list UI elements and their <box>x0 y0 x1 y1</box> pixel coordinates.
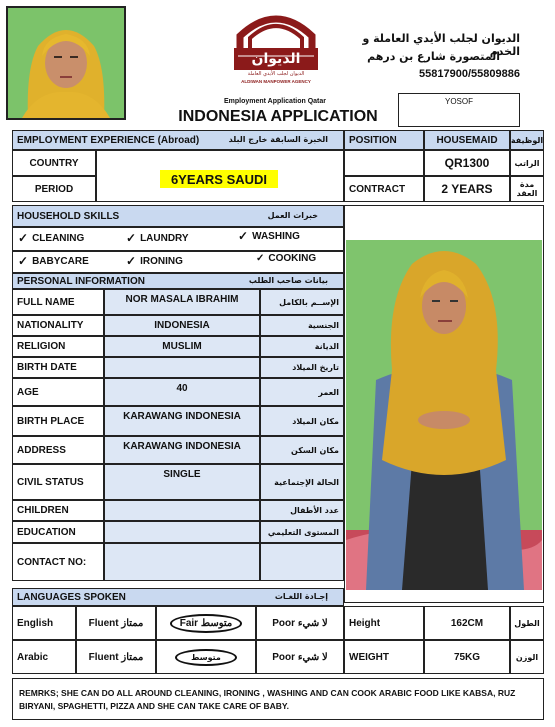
personal-row-ar: الجنسية <box>307 321 339 330</box>
check-icon: ✓ <box>126 254 137 268</box>
personal-row-ar: الديانة <box>314 342 339 351</box>
skill-cooking <box>256 253 316 264</box>
contract-label-ar: مدة العقد <box>516 180 538 198</box>
personal-row-ar-cell <box>260 289 344 315</box>
country-label: COUNTRY <box>29 157 79 169</box>
personal-row-ar-cell <box>260 521 344 543</box>
period-label-cell <box>12 176 96 202</box>
height-label-cell <box>344 606 424 640</box>
salary-left-cell <box>344 150 424 176</box>
experience-value: 6YEARS SAUDI <box>160 170 278 188</box>
contract-value: 2 YEARS <box>441 182 493 196</box>
personal-row-label-cell <box>12 289 104 315</box>
personal-row-label: CONTACT NO: <box>17 556 87 568</box>
skill-label: CLEANING <box>32 232 85 244</box>
lang-english-poor <box>256 606 344 640</box>
salary-ar-cell <box>510 150 544 176</box>
weight-label-ar: الوزن <box>515 652 539 662</box>
personal-row-ar: عدد الأطفال <box>290 506 339 515</box>
passport-photo <box>6 6 126 120</box>
salary-label-ar: الراتب <box>514 158 540 168</box>
position-label-cell <box>344 130 424 150</box>
contract-label-cell <box>344 176 424 202</box>
skill-label: WASHING <box>252 230 300 242</box>
lang-arabic-fluent <box>76 640 156 674</box>
application-title: INDONESIA APPLICATION <box>178 108 378 125</box>
personal-row-ar-cell <box>260 315 344 336</box>
agency-address-ar: المتصورة شارع بن درهم <box>367 50 500 63</box>
position-label-ar: الوظيفة <box>510 135 544 145</box>
skill-washing <box>238 229 300 243</box>
personal-row-ar-cell <box>260 336 344 357</box>
personal-row-value-cell <box>104 357 260 378</box>
country-label-cell <box>12 150 96 176</box>
personal-row-value-cell <box>104 464 260 500</box>
personal-row-value-cell <box>104 406 260 436</box>
personal-row-label-cell <box>12 436 104 464</box>
lang-english-fair <box>156 606 256 640</box>
weight-ar-cell <box>510 640 544 674</box>
personal-row-value-cell <box>104 289 260 315</box>
skill-cleaning <box>18 231 84 245</box>
weight-label: WEIGHT <box>349 651 389 663</box>
agency-logo <box>228 6 324 86</box>
personal-row-label-cell <box>12 406 104 436</box>
poor-option: Poor لا شيء <box>272 617 328 629</box>
fluent-option: Fluent ممتاز <box>88 651 144 663</box>
languages-label-ar: إجـادة اللغـات <box>274 592 328 601</box>
personal-row-value: MUSLIM <box>162 341 202 352</box>
personal-row-label: EDUCATION <box>17 526 76 538</box>
personal-row-value-cell <box>104 543 260 581</box>
personal-row-value: KARAWANG INDONESIA <box>123 411 241 422</box>
check-icon: ✓ <box>18 231 29 245</box>
position-ar-cell <box>510 130 544 150</box>
skills-label-ar: خبرات العمل <box>267 211 318 220</box>
personal-row-value: SINGLE <box>163 469 201 480</box>
lang-english-cell <box>12 606 76 640</box>
personal-row-value-cell <box>104 315 260 336</box>
fair-option-selected: متوسط <box>175 649 237 666</box>
personal-row-ar-cell <box>260 543 344 581</box>
lang-arabic-poor <box>256 640 344 674</box>
height-ar-cell <box>510 606 544 640</box>
application-subtitle: Employment Application Qatar <box>223 98 327 105</box>
personal-row-ar: الإســم بالكامل <box>279 297 339 307</box>
languages-label: LANGUAGES SPOKEN <box>17 591 126 603</box>
check-icon: ✓ <box>256 253 265 264</box>
personal-row-value: KARAWANG INDONESIA <box>123 441 241 452</box>
personal-row-ar: مكان السكن <box>291 445 339 455</box>
skills-label: HOUSEHOLD SKILLS <box>17 210 120 222</box>
personal-row-value-cell <box>104 378 260 406</box>
personal-row-label: CHILDREN <box>17 505 69 516</box>
personal-row-value: 40 <box>176 383 188 394</box>
personal-row-value-cell <box>104 500 260 521</box>
logo-subtitle-ar: الديوان لجلب الأيدي العاملة <box>247 71 305 77</box>
personal-row-label-cell <box>12 500 104 521</box>
contract-ar-cell <box>510 176 544 202</box>
weight-label-cell <box>344 640 424 674</box>
salary-value: QR1300 <box>444 156 490 170</box>
agency-name-ar: الديوان لجلب الأيدي العاملة و الخدم <box>362 32 520 58</box>
personal-row-label: FULL NAME <box>17 296 75 308</box>
personal-row-label-cell <box>12 357 104 378</box>
experience-label: EMPLOYMENT EXPERIENCE (Abroad) <box>17 134 200 146</box>
personal-row-label: BIRTH PLACE <box>17 415 85 427</box>
remarks-box <box>12 678 544 720</box>
skill-ironing <box>126 254 183 268</box>
lang-english-fluent <box>76 606 156 640</box>
height-label-ar: الطول <box>514 618 540 628</box>
personal-row-value: NOR MASALA IBRAHIM <box>125 294 239 305</box>
experience-label-ar: الخبرة السابقة خارج البلد <box>228 135 328 144</box>
position-value: HOUSEMAID <box>436 134 498 146</box>
lang-name: Arabic <box>17 651 49 663</box>
personal-row-label-cell <box>12 336 104 357</box>
personal-row-label: CIVIL STATUS <box>17 476 84 488</box>
weight-value: 75KG <box>453 651 481 663</box>
lang-arabic-cell <box>12 640 76 674</box>
height-label: Height <box>349 617 381 629</box>
personal-row-ar: العمر <box>318 387 339 397</box>
skill-babycare <box>18 254 89 268</box>
personal-row-value-cell <box>104 336 260 357</box>
personal-row-label: AGE <box>17 386 39 398</box>
logo-text: الديوان <box>251 51 301 67</box>
agency-phones: 55817900/55809886 <box>419 68 520 80</box>
fair-option-selected: Fair متوسط <box>170 614 243 633</box>
skill-label: LAUNDRY <box>140 232 189 244</box>
personal-row-ar-cell <box>260 378 344 406</box>
personal-row-value: INDONESIA <box>154 320 210 331</box>
skill-label: BABYCARE <box>32 255 89 267</box>
personal-row-ar-cell <box>260 406 344 436</box>
check-icon: ✓ <box>238 229 249 243</box>
check-icon: ✓ <box>18 254 29 268</box>
personal-row-label-cell <box>12 543 104 581</box>
height-value: 162CM <box>450 617 484 629</box>
personal-row-label-cell <box>12 315 104 336</box>
personal-row-value-cell <box>104 521 260 543</box>
personal-row-label: BIRTH DATE <box>17 362 77 373</box>
personal-row-label: NATIONALITY <box>17 320 84 331</box>
personal-row-label-cell <box>12 378 104 406</box>
personal-row-ar-cell <box>260 464 344 500</box>
personal-row-ar-cell <box>260 357 344 378</box>
period-label: PERIOD <box>34 183 74 195</box>
personal-label: PERSONAL INFORMATION <box>17 275 145 287</box>
salary-value-cell <box>424 150 510 176</box>
personal-row-label: RELIGION <box>17 341 66 352</box>
personal-row-label-cell <box>12 521 104 543</box>
check-icon: ✓ <box>126 231 137 245</box>
personal-row-label: ADDRESS <box>17 444 66 456</box>
personal-row-ar: مكان الميلاد <box>292 416 339 426</box>
skill-laundry <box>126 231 189 245</box>
lang-arabic-fair <box>156 640 256 674</box>
contract-label: CONTRACT <box>349 183 406 195</box>
personal-row-label-cell <box>12 464 104 500</box>
fluent-option: Fluent ممتاز <box>88 617 144 629</box>
personal-row-ar: تاريخ الميلاد <box>292 363 339 372</box>
position-value-cell <box>424 130 510 150</box>
personal-row-ar-cell <box>260 436 344 464</box>
logo-subtitle-en: ALDIWAN MANPOWER AGENCY <box>241 78 311 84</box>
skill-label: COOKING <box>268 253 317 264</box>
personal-row-value-cell <box>104 436 260 464</box>
position-label: POSITION <box>349 134 397 146</box>
contract-value-cell <box>424 176 510 202</box>
height-value-cell <box>424 606 510 640</box>
weight-value-cell <box>424 640 510 674</box>
lang-name: English <box>17 617 54 629</box>
poor-option: Poor لا شيء <box>272 651 328 663</box>
remarks-text: REMRKS; SHE CAN DO ALL AROUND CLEANING, IRONING , WASHING AND CAN COOK ARABIC FOOD LIKE KABSA, RUZ BIRYANI, SPAGHETTI, PIZZA AND SHE CAN TAKE CARE OF BABY. <box>19 688 516 711</box>
full-body-photo <box>346 240 542 590</box>
name-box: YOSOF <box>398 93 520 127</box>
personal-row-ar: الحالة الإجتماعية <box>274 477 339 487</box>
personal-label-ar: بيانات صاحب الطلب <box>248 276 328 285</box>
skill-label: IRONING <box>140 255 183 267</box>
personal-row-ar: المستوى التعليمي <box>267 527 339 537</box>
personal-row-ar-cell <box>260 500 344 521</box>
